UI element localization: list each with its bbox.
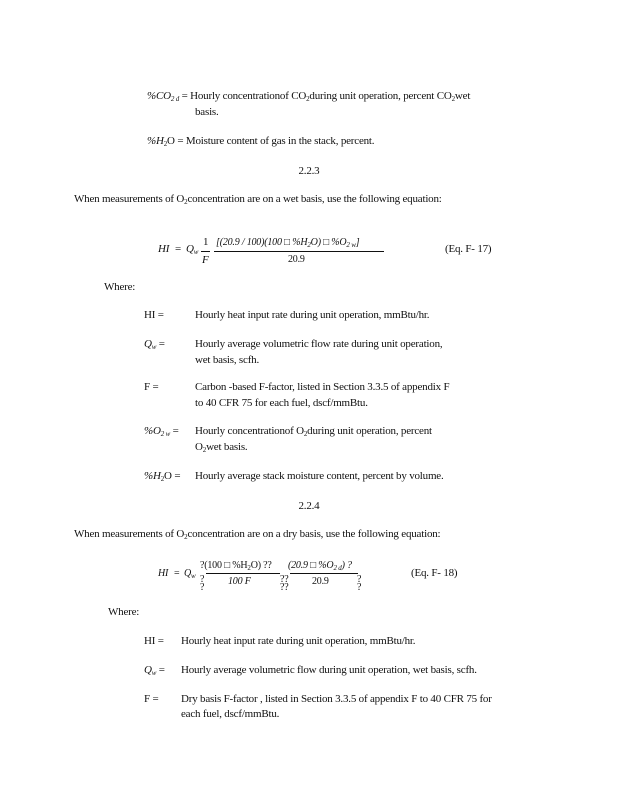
h2o-definition [147, 135, 374, 148]
def224-hi-desc: Hourly heat input rate during unit operation, mmBtu/hr. [181, 635, 416, 647]
def223-qw-desc1: Hourly average volumetric flow rate during unit operation, [195, 338, 443, 350]
eq18-q [184, 568, 196, 580]
def223-o2-d2sub: 2 [202, 446, 207, 454]
eq18-n2b: ) ? [341, 560, 352, 571]
def223-h2o-pct: %H [144, 470, 161, 482]
eq18-brace-right-bot: ? [357, 582, 362, 593]
eq18-n2a: (20.9 □ %O [288, 560, 334, 571]
intro-224-a: When measurements of O [74, 528, 185, 540]
eq17-equals: = [175, 243, 182, 255]
def224-qw-sub: w [151, 669, 157, 677]
intro-223-a: When measurements of O [74, 193, 185, 205]
section-223-intro [74, 193, 442, 206]
eq18-frac1-den: 100 F [228, 576, 251, 587]
eq17-q-sym: Q [186, 243, 194, 255]
eq18-q-sym: Q [184, 568, 192, 579]
eq17-q-sub: w [193, 248, 199, 256]
eq18-n1sub: 2 [247, 564, 251, 572]
eq17-frac1-den: F [202, 254, 209, 266]
def223-h2o-eq: O = [164, 470, 181, 482]
def223-o2-d1sub: 2 [303, 430, 308, 438]
eq17-frac2-bar [214, 251, 384, 252]
eq18-frac2-bar [290, 573, 358, 574]
def223-f-desc1: Carbon -based F-factor, listed in Section 3.3.5 of appendix F [195, 381, 450, 393]
section-224-intro [74, 528, 440, 541]
h2o-symbol-end: O [167, 135, 175, 147]
co2-desc-line1: = Hourly concentrationof CO [181, 90, 307, 102]
def223-qw-sub: w [151, 343, 157, 351]
h2o-symbol-sub: 2 [163, 140, 168, 148]
eq18-brace-right-top: ? [357, 574, 362, 585]
eq17-num-b: O) □ %O [310, 237, 347, 248]
def223-qw-desc2: wet basis, scfh. [195, 354, 260, 366]
h2o-symbol: %H [147, 135, 164, 147]
eq17-num-c: ] [355, 237, 360, 248]
eq18-q-sub: w [191, 572, 196, 580]
def224-f-desc2: each fuel, dscf/mmBtu. [181, 708, 280, 720]
def224-hi-sym: HI = [144, 635, 164, 647]
co2-desc-line2: basis. [195, 106, 219, 118]
co2-desc-sub: 2 [306, 95, 310, 103]
eq17-frac1-num: 1 [203, 236, 209, 248]
def223-h2o-sym [144, 470, 180, 483]
eq18-brace-top: ? [200, 574, 205, 585]
def224-qw-eq: = [156, 664, 165, 676]
co2-definition [147, 90, 470, 103]
eq18-brace-mid-top: ?? [280, 574, 289, 585]
def223-o2-d1b: during unit operation, percent [307, 425, 432, 437]
eq18-frac2-den: 20.9 [312, 576, 329, 587]
eq17-frac2-num [216, 237, 359, 249]
eq17-num-a: [(20.9 / 100)(100 □ %H [216, 237, 308, 248]
def223-qw-sym [144, 338, 165, 351]
def223-o2-desc1 [195, 425, 432, 438]
def224-qw-q: Q [144, 664, 152, 676]
def224-f-sym: F = [144, 693, 159, 705]
def223-o2-pct: %O [144, 425, 161, 437]
eq18-frac1-num [200, 560, 272, 572]
eq18-frac2-num [288, 560, 352, 572]
section-number-224: 2.2.4 [298, 500, 320, 512]
eq18-label: (Eq. F- 18) [411, 567, 458, 579]
eq17-num-sub2: 2 w [346, 241, 356, 249]
eq18-n2sub: 2 d [333, 564, 342, 572]
def223-f-sym: F = [144, 381, 159, 393]
h2o-desc: = Moisture content of gas in the stack, percent. [177, 135, 375, 147]
def223-qw-eq: = [156, 338, 165, 350]
eq18-n1b: O) ?? [250, 560, 272, 571]
eq17-lhs: HI [158, 243, 170, 255]
eq18-frac1-bar [206, 573, 280, 574]
def223-hi-desc: Hourly heat input rate during unit operation, mmBtu/hr. [195, 309, 430, 321]
co2-desc-rest: during unit operation, percent CO [309, 90, 452, 102]
intro-223-sub: 2 [184, 198, 188, 206]
intro-224-sub: 2 [184, 533, 188, 541]
eq17-frac1-bar [201, 251, 210, 252]
eq17-label: (Eq. F- 17) [445, 243, 492, 255]
def224-f-desc1: Dry basis F-factor , listed in Section 3.3.5 of appendix F to 40 CFR 75 for [181, 693, 492, 705]
co2-symbol-sub: 2 d [170, 95, 180, 103]
eq17-frac2-den: 20.9 [288, 254, 305, 265]
def223-o2-d2a: O [195, 441, 203, 453]
def223-o2-desc2 [195, 441, 247, 454]
intro-223-b: concentration are on a wet basis, use the following equation: [187, 193, 442, 205]
co2-symbol: %CO [147, 90, 171, 102]
def223-hi-sym: HI = [144, 309, 164, 321]
section-number-223: 2.2.3 [298, 165, 320, 177]
def223-h2o-desc: Hourly average stack moisture content, percent by volume. [195, 470, 444, 482]
def224-qw-desc: Hourly average volumetric flow during unit operation, wet basis, scfh. [181, 664, 477, 676]
where-223: Where: [104, 281, 136, 293]
def223-qw-q: Q [144, 338, 152, 350]
def223-o2-eq: = [170, 425, 179, 437]
co2-desc-end: wet [454, 90, 471, 102]
eq18-n1a: ?(100 □ %H [200, 560, 248, 571]
def223-o2-sym [144, 425, 179, 438]
def223-f-desc2: to 40 CFR 75 for each fuel, dscf/mmBtu. [195, 397, 368, 409]
def223-o2-d1a: Hourly concentrationof O [195, 425, 304, 437]
eq18-brace-mid-bot: ?? [280, 582, 289, 593]
def223-o2-sub: 2 w [160, 430, 171, 438]
def223-h2o-sub: 2 [160, 475, 165, 483]
eq18-brace-bot: ? [200, 582, 205, 593]
eq18-lhs: HI [158, 568, 169, 579]
def223-o2-d2b: wet basis. [206, 441, 248, 453]
eq17-q [186, 243, 198, 256]
eq17-num-sub: 2 [307, 241, 311, 249]
eq18-equals: = [174, 568, 180, 579]
def224-qw-sym [144, 664, 165, 677]
where-224: Where: [108, 606, 140, 618]
intro-224-b: concentration are on a dry basis, use the following equation: [187, 528, 441, 540]
co2-desc-sub2: 2 [451, 95, 455, 103]
